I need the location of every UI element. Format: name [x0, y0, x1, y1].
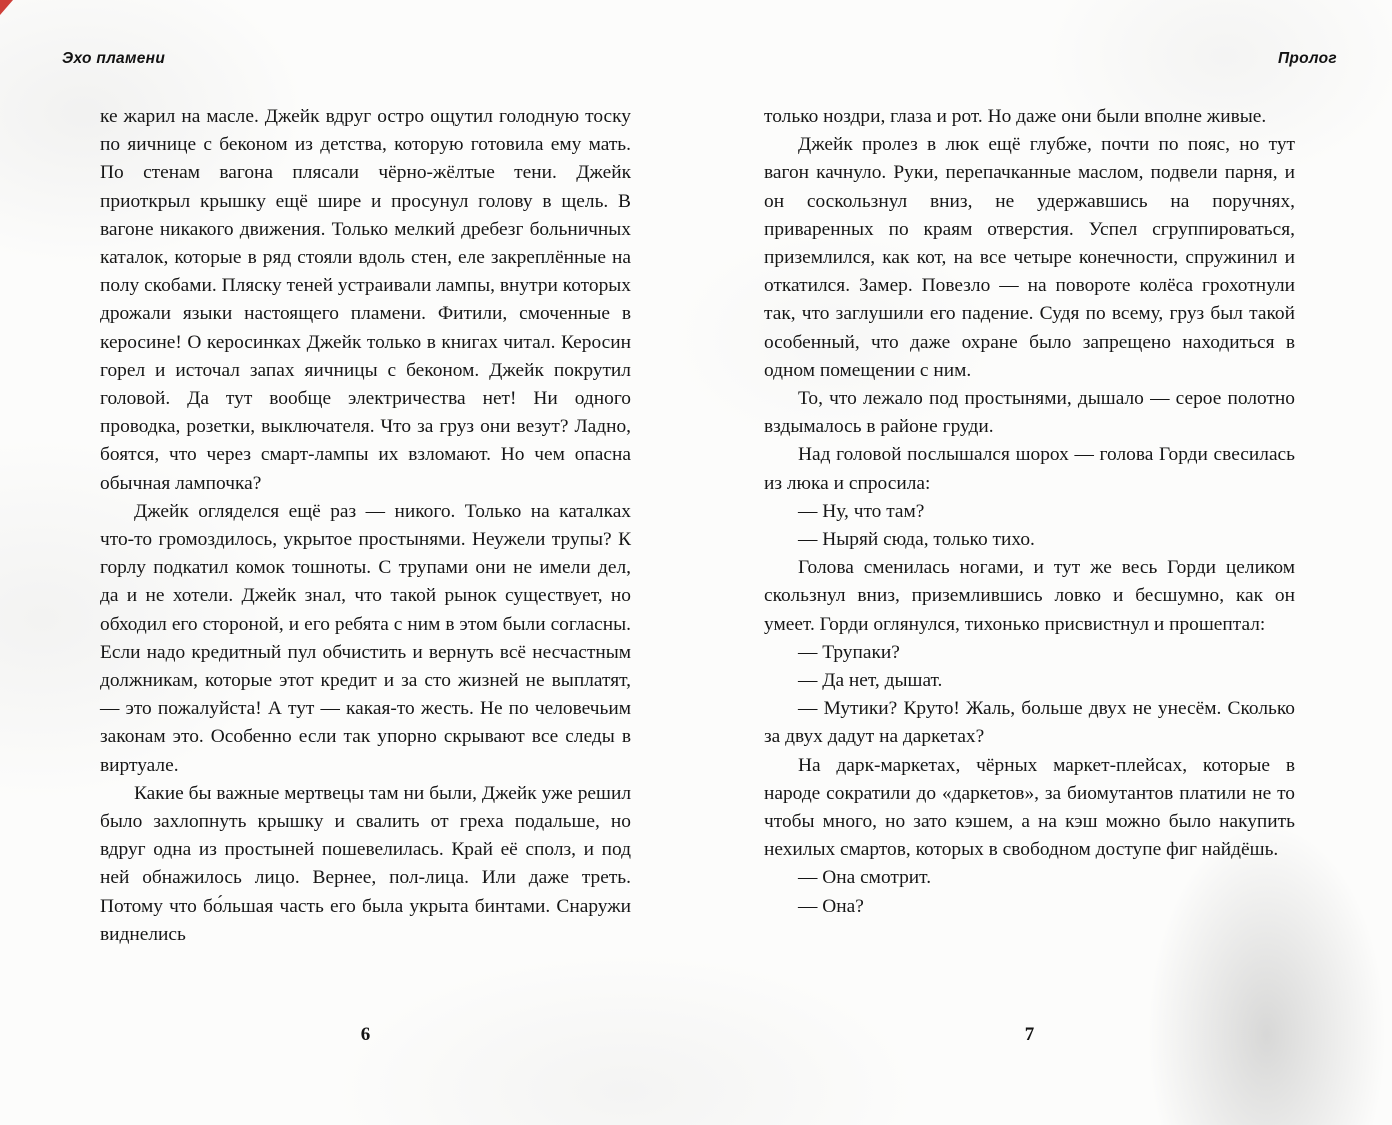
- left-page-text-column: [100, 103, 631, 949]
- paragraph: — Она?: [798, 895, 864, 917]
- paragraph: — Ныряй сюда, только тихо.: [798, 529, 1035, 551]
- paragraph: Голова сменилась ногами, и тут же весь Горди целиком скользнул вниз, приземлившись ловко и бесшумно, как он умеет. Горди оглянулся, тихонько присвистнул и прошептал:: [764, 557, 1295, 635]
- paragraph: — Она смотрит.: [798, 867, 932, 889]
- paragraph: — Ну, что там?: [798, 500, 925, 522]
- paragraph: — Да нет, дышат.: [798, 670, 943, 692]
- paragraph: — Трупаки?: [798, 641, 900, 663]
- running-head-chapter-title: Пролог: [1277, 50, 1337, 67]
- right-page-text-column: [764, 103, 1295, 921]
- paragraph: На дарк-маркетах, чёрных маркет-плейсах, которые в народе сократили до «даркетов», за биомутантов платили не то чтобы много, но зато кэшем, а на кэш можно было накупить нехилых смартов, которых в свободном доступе фиг найдёшь.: [764, 754, 1295, 861]
- running-head-book-title: Эхо пламени: [62, 50, 166, 67]
- red-corner-mark: [0, 0, 13, 15]
- paragraph: Джейк пролез в люк ещё глубже, почти по пояс, но тут вагон качнуло. Руки, перепачканные маслом, подвели парня, и он соскользнул вниз, не удержавшись на поручнях, приваренных по краям отверстия. Успел сгруппироваться, приземлился, как кот, на все четыре конечности, спружинил и откатился. Замер. Повезло — на повороте колёса грохотнули так, что заглушили его падение. Судя по всему, груз был такой особенный, что даже охране было запрещено находиться в одном помещении с ним.: [764, 134, 1295, 381]
- paragraph: Какие бы важные мертвецы там ни были, Джейк уже решил было захлопнуть крышку и свалить от греха подальше, но вдруг одна из простыней пошевелилась. Край её сполз, и под ней обнажилось лицо. Вернее, пол-лица. Или даже треть. Потому что бо́льшая часть его была укрыта бинтами. Снаружи виднелись: [100, 782, 631, 945]
- paragraph: — Мутики? Круто! Жаль, больше двух не унесём. Сколько за двух дадут на даркетах?: [764, 698, 1295, 748]
- left-page-number: 6: [360, 1024, 371, 1045]
- paragraph: ке жарил на масле. Джейк вдруг остро ощутил голодную тоску по яичнице с беконом из детства, которую готовила ему мать. По стенам вагона плясали чёрно-жёлтые тени. Джейк приоткрыл крышку ещё шире и просунул голову в щель. В вагоне никакого движения. Только мелкий дребезг больничных каталок, которые в ряд стояли вдоль стен, еле закреплённые на полу скобами. Пляску теней устраивали лампы, внутри которых дрожали языки настоящего пламени. Фитили, смоченные в керосине! О керосинках Джейк только в книгах читал. Керосин горел и источал запах яичницы с беконом. Джейк покрутил головой. Да тут вообще электричества нет! Ни одного проводка, розетки, выключателя. Что за груз они везут? Ладно, боятся, что через смарт-лампы их взломают. Но чем опасна обычная лампочка?: [100, 106, 631, 494]
- paragraph: То, что лежало под простынями, дышало — серое полотно вздымалось в районе груди.: [764, 388, 1295, 438]
- right-page-number: 7: [1024, 1024, 1035, 1045]
- paragraph: только ноздри, глаза и рот. Но даже они были вполне живые.: [764, 106, 1267, 127]
- paragraph: Над головой послышался шорох — голова Горди свесилась из люка и спросила:: [764, 444, 1295, 494]
- paragraph: Джейк огляделся ещё раз — никого. Только на каталках что-то громоздилось, укрытое простынями. Неужели трупы? К горлу подкатил комок тошноты. С трупами они не имели дел, да и не хотели. Джейк знал, что такой рынок существует, но обходил его стороной, и его ребята с ним в этом были согласны. Если надо кредитный пул обчистить и вернуть всё несчастным должникам, которые этот кредит и за сто жизней не выплатят, — это пожалуйста! А тут — какая-то жесть. Не по человечьим законам это. Особенно если так упорно скрывают все следы в виртуале.: [100, 500, 631, 776]
